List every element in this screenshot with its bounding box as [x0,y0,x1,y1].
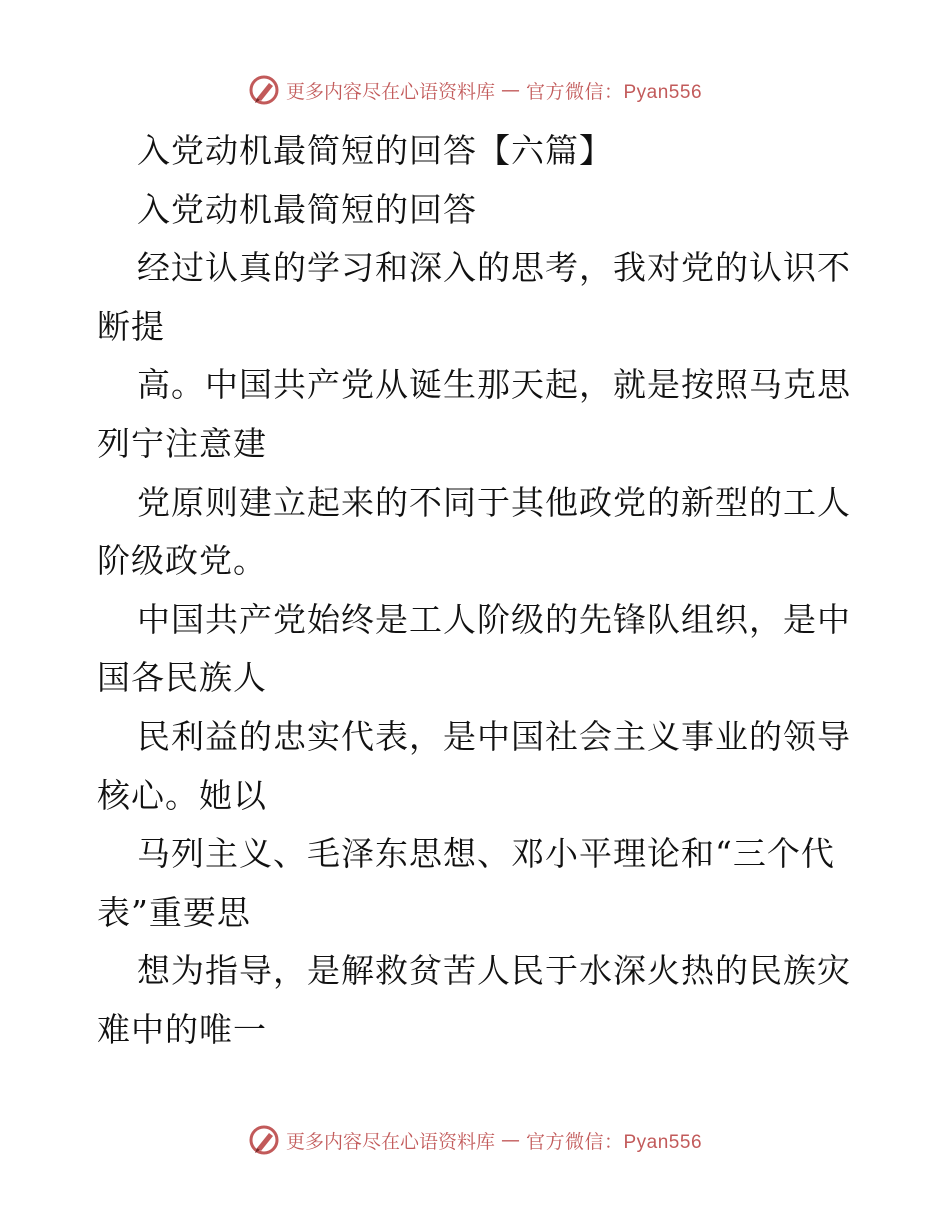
footer-watermark [0,1120,950,1160]
text-line: 经过认真的学习和深入的思考，我对党的认识不 [137,248,851,288]
pen-logo-icon [248,1124,280,1156]
document-title: 入党动机最简短的回答【六篇】 [137,131,613,170]
watermark-separator: — [501,79,520,101]
text-line: 国各民族人 [97,658,267,698]
text-line: 党原则建立起来的不同于其他政党的新型的工人 [137,482,851,522]
watermark-site-text: 更多内容尽在心语资料库 [285,1130,495,1153]
section-heading: 入党动机最简短的回答 [137,189,477,229]
watermark-wechat-text: 官方微信：Pyan556 [526,81,703,103]
watermark-site-text: 更多内容尽在心语资料库 [285,80,495,103]
text-line: 断提 [97,306,165,346]
text-line: 中国共产党始终是工人阶级的先锋队组织，是中 [137,599,851,639]
pen-logo-icon [248,74,280,106]
text-line: 列宁注意建 [97,423,267,463]
text-line: 想为指导，是解救贫苦人民于水深火热的民族灾 [137,951,851,991]
text-line: 核心。她以 [97,775,267,815]
watermark-wechat-text: 官方微信：Pyan556 [526,1131,703,1153]
text-line: 阶级政党。 [97,541,267,581]
text-line: 难中的唯一 [97,1009,267,1049]
text-line: 高。中国共产党从诞生那天起，就是按照马克思 [137,365,851,405]
header-watermark [0,70,950,110]
watermark-separator: — [501,1129,520,1151]
text-line: 民利益的忠实代表，是中国社会主义事业的领导 [137,716,851,756]
text-line: 马列主义、毛泽东思想、邓小平理论和“三个代 [137,834,835,874]
text-line: 表”重要思 [97,892,251,932]
document-body [97,122,853,1060]
